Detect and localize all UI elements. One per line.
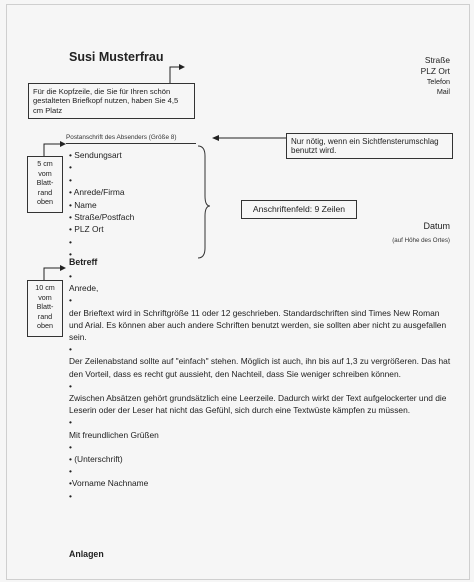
address-line: • Anrede/Firma: [69, 187, 125, 198]
return-address-line: Postanschrift des Absenders (Größe 8): [66, 134, 177, 141]
address-line: • Sendungsart: [69, 150, 122, 160]
margin-top-note: 5 cm vom Blatt- rand oben: [27, 156, 63, 213]
header-note-box: Für die Kopfzeile, die Sie für Ihren schön gestalteten Briefkopf nutzen, haben Sie 4,5 cm Platz: [28, 83, 195, 119]
sender-phone: Telefon: [426, 77, 450, 86]
address-field: [69, 149, 134, 261]
body-line: •: [69, 380, 72, 391]
paragraph-blank-line: Zwischen Absätzen gehört grundsätzlich eine Leerzeile. Dadurch wirkt der Text aufgelockerter und die Leserin oder der Leser hat nicht das Gefühl, sich durch eine Textwüste kämpfen zu müssen.: [69, 393, 447, 416]
address-line: • Name: [69, 199, 97, 210]
body-line: •: [69, 417, 72, 428]
salutation: Anrede,: [69, 283, 99, 294]
sender-city: PLZ Ort: [420, 66, 450, 76]
margin-betreff-note: 10 cm vom Blatt- rand oben: [27, 280, 63, 337]
date-note: (auf Höhe des Ortes): [392, 237, 450, 244]
date-label: Datum: [423, 221, 450, 231]
body-line: •: [69, 490, 72, 501]
return-address-underline: [66, 143, 196, 144]
address-line: • PLZ Ort: [69, 224, 104, 235]
address-line: • Straße/Postfach: [69, 212, 135, 223]
enclosures-label: Anlagen: [69, 549, 104, 559]
body-line: •: [69, 441, 72, 452]
sender-street: Straße: [424, 55, 450, 65]
address-field-box: Anschriftenfeld: 9 Zeilen: [241, 200, 357, 219]
signature: • (Unterschrift): [69, 454, 123, 465]
address-line: •: [69, 249, 72, 260]
paragraph-spacing: Der Zeilenabstand sollte auf "einfach" stehen. Möglich ist auch, ihn bis auf 1,3 zu vergrößeren. Das hat den Vorteil, dass es recht gut aussieht, den Nachteil, dass Sie weniger schreiben können.: [69, 356, 451, 379]
address-line: •: [69, 236, 72, 247]
letter-body: [69, 270, 453, 502]
address-line: •: [69, 162, 72, 173]
body-line: •: [69, 344, 72, 355]
address-line: •: [69, 174, 72, 185]
sender-mail: Mail: [436, 87, 450, 96]
sender-name: Susi Musterfrau: [69, 50, 164, 64]
paragraph-font: der Brieftext wird in Schriftgröße 11 oder 12 geschrieben. Standardschriften sind Times New Roman und Arial. Es können aber auch andere Schriften benutzt werden, sie sollten aber nicht zu ausgefallen sein.: [69, 307, 447, 343]
closing: Mit freundlichen Grüßen: [69, 429, 159, 440]
signer-name: •Vorname Nachname: [69, 478, 149, 489]
subject-label: Betreff: [69, 257, 98, 267]
window-note-box: Nur nötig, wenn ein Sichtfensterumschlag benutzt wird.: [286, 133, 453, 159]
body-line: •: [69, 295, 72, 306]
body-line: •: [69, 466, 72, 477]
body-line: •: [69, 271, 72, 281]
